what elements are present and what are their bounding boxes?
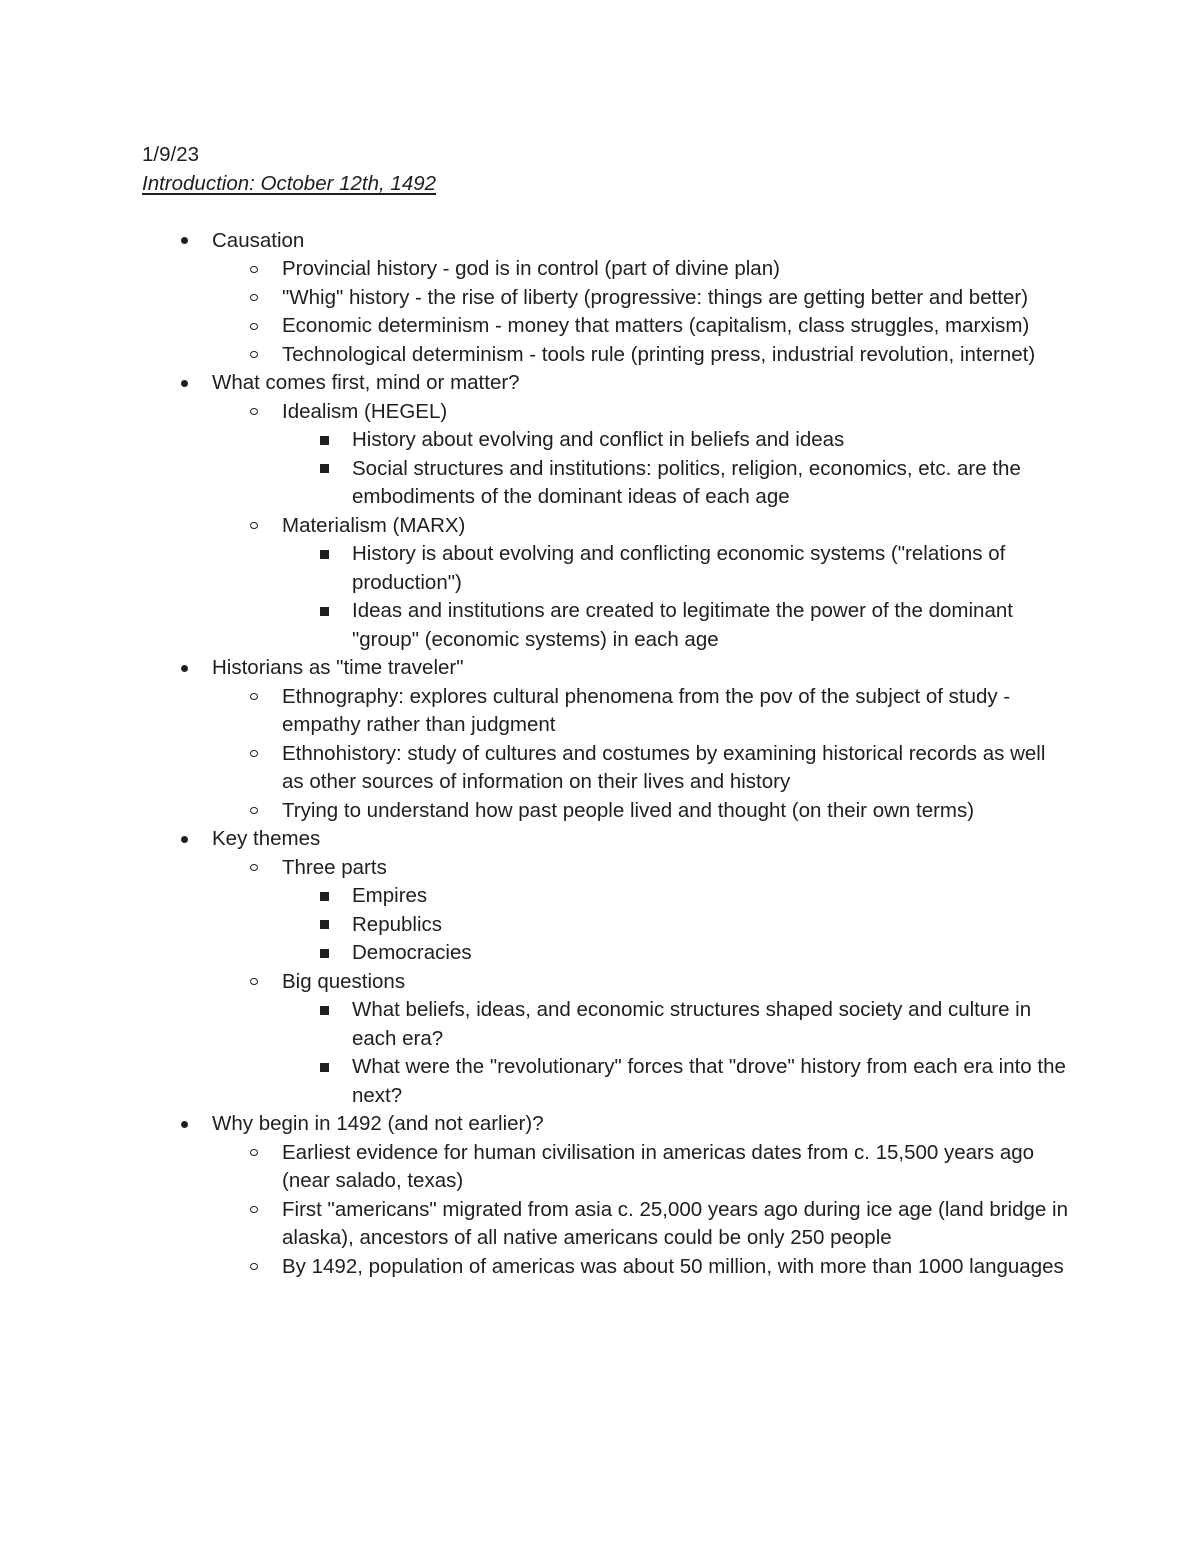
square-bullet-icon [315, 540, 333, 569]
outline-sublist [212, 683, 1072, 826]
outline-item-level-3 [282, 597, 1072, 654]
outline-item-level-2 [212, 1253, 1072, 1282]
outline-item-level-3 [282, 426, 1072, 455]
outline-sublist [282, 426, 1072, 512]
outline-item-text: Provincial history - god is in control (part of divine plan) [282, 257, 780, 280]
outline-item-level-1 [142, 227, 1072, 370]
outline-item-text: Empires [352, 884, 428, 907]
outline-item-level-3 [282, 996, 1072, 1053]
outline-list [142, 227, 1072, 1282]
outline-item-text: Technological determinism - tools rule (printing press, industrial revolution, internet) [282, 342, 1036, 366]
note-title: Introduction: October 12th, 1492 [142, 171, 437, 195]
outline-item-text: History about evolving and conflict in beliefs and ideas [352, 428, 845, 451]
outline-item-text: By 1492, population of americas was about 50 million, with more than 1000 languages [282, 1254, 1064, 1278]
blank-line [142, 198, 1072, 227]
hollow-bullet-icon [245, 284, 263, 313]
outline-item-text: Materialism (MARX) [282, 513, 466, 537]
outline-sublist [282, 540, 1072, 654]
outline-item-level-3 [282, 455, 1072, 512]
hollow-bullet-icon [245, 255, 263, 284]
outline-sublist [212, 255, 1072, 369]
outline-item-level-2 [212, 341, 1072, 370]
outline-item-level-2 [212, 854, 1072, 968]
square-bullet-icon [315, 911, 333, 940]
hollow-bullet-icon [245, 1196, 263, 1225]
outline-item-level-2 [212, 968, 1072, 1111]
hollow-bullet-icon [245, 740, 263, 769]
square-bullet-icon [315, 426, 333, 455]
outline-item-text: Earliest evidence for human civilisation in americas dates from c. 15,500 years ago (near salado, texas) [282, 1140, 1035, 1192]
outline-item-level-3 [282, 540, 1072, 597]
hollow-bullet-icon [245, 797, 263, 826]
filled-bullet-icon [175, 369, 193, 398]
filled-bullet-icon [175, 825, 193, 854]
outline-item-text: Big questions [282, 969, 406, 993]
square-bullet-icon [315, 1053, 333, 1082]
square-bullet-icon [315, 597, 333, 626]
note-date: 1/9/23 [142, 143, 199, 166]
hollow-bullet-icon [245, 968, 263, 997]
outline-item-level-2 [212, 683, 1072, 740]
outline-sublist [282, 882, 1072, 968]
outline-item-level-2 [212, 284, 1072, 313]
square-bullet-icon [315, 882, 333, 911]
outline-item-text: What beliefs, ideas, and economic structures shaped society and culture in each era? [352, 998, 1032, 1050]
outline-item-text: Trying to understand how past people lived and thought (on their own terms) [282, 798, 975, 822]
outline-item-text: Causation [212, 228, 305, 252]
outline-item-level-2 [212, 398, 1072, 512]
outline-item-level-2 [212, 797, 1072, 826]
hollow-bullet-icon [245, 1139, 263, 1168]
hollow-bullet-icon [245, 683, 263, 712]
hollow-bullet-icon [245, 341, 263, 370]
hollow-bullet-icon [245, 398, 263, 427]
square-bullet-icon [315, 996, 333, 1025]
outline-item-level-1 [142, 825, 1072, 1110]
outline-item-level-3 [282, 939, 1072, 968]
notes-body [142, 141, 1072, 1281]
hollow-bullet-icon [245, 854, 263, 883]
outline-item-level-2 [212, 312, 1072, 341]
outline-item-level-2 [212, 740, 1072, 797]
outline-item-text: Historians as "time traveler" [212, 656, 464, 679]
outline-item-text: "Whig" history - the rise of liberty (progressive: things are getting better and better) [282, 285, 1029, 309]
square-bullet-icon [315, 939, 333, 968]
outline-item-level-2 [212, 512, 1072, 655]
outline-item-text: Republics [352, 912, 443, 936]
outline-item-text: Democracies [352, 941, 472, 964]
filled-bullet-icon [175, 1110, 193, 1139]
outline-item-level-1 [142, 369, 1072, 654]
outline-sublist [212, 1139, 1072, 1282]
outline-item-text: Idealism (HEGEL) [282, 399, 448, 423]
outline-item-text: Ethnohistory: study of cultures and costumes by examining historical records as well as other sources of information on their lives and history [282, 741, 1046, 793]
outline-item-text: First "americans" migrated from asia c. 25,000 years ago during ice age (land bridge in alaska), ancestors of all native americans could be only 250 people [282, 1197, 1068, 1249]
outline-item-text: Economic determinism - money that matters (capitalism, class struggles, marxism) [282, 314, 1030, 337]
outline-item-level-1 [142, 1110, 1072, 1281]
square-bullet-icon [315, 455, 333, 484]
filled-bullet-icon [175, 227, 193, 256]
outline-item-text: Three parts [282, 855, 387, 879]
outline-item-text: Social structures and institutions: politics, religion, economics, etc. are the embodiments of the dominant ideas of each age [352, 456, 1021, 508]
outline-item-level-3 [282, 1053, 1072, 1110]
outline-item-level-3 [282, 911, 1072, 940]
outline-item-level-2 [212, 1196, 1072, 1253]
outline-item-text: Ideas and institutions are created to legitimate the power of the dominant "group" (economic systems) in each age [352, 599, 1013, 651]
outline-sublist [212, 854, 1072, 1111]
outline-sublist [212, 398, 1072, 655]
hollow-bullet-icon [245, 1253, 263, 1282]
outline-item-text: History is about evolving and conflicting economic systems ("relations of production") [352, 542, 1006, 594]
outline-sublist [282, 996, 1072, 1110]
outline-item-level-3 [282, 882, 1072, 911]
outline-item-level-2 [212, 255, 1072, 284]
outline-item-text: Why begin in 1492 (and not earlier)? [212, 1112, 544, 1135]
outline-item-text: What were the "revolutionary" forces that "drove" history from each era into the next? [352, 1055, 1066, 1107]
hollow-bullet-icon [245, 312, 263, 341]
hollow-bullet-icon [245, 512, 263, 541]
outline-item-text: Key themes [212, 827, 321, 850]
outline-item-level-1 [142, 654, 1072, 825]
outline-item-text: What comes first, mind or matter? [212, 371, 520, 394]
filled-bullet-icon [175, 654, 193, 683]
outline-item-text: Ethnography: explores cultural phenomena from the pov of the subject of study - empathy rather than judgment [282, 684, 1011, 736]
outline-item-level-2 [212, 1139, 1072, 1196]
